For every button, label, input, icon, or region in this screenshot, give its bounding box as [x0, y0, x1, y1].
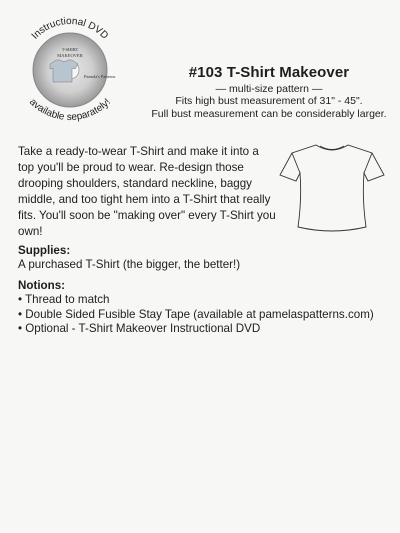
tshirt-drawing	[272, 141, 392, 237]
pattern-title: #103 T-Shirt Makeover	[188, 64, 350, 81]
list-item: • Optional - T-Shirt Makeover Instructional DVD	[18, 322, 374, 337]
fit-line-1: Fits high bust measurement of 31" - 45".	[175, 95, 363, 107]
intro-paragraph: Take a ready-to-wear T-Shirt and make it into a top you'll be proud to wear. Re-design those drooping shoulders, standard neckline, baggy middle, and too tight hem into a T-Shirt that really fits. You'll soon be "making over" every T-Shirt you own!	[18, 145, 276, 238]
dvd-arc-bottom-text: available separately!	[27, 96, 113, 124]
dvd-badge	[0, 0, 140, 140]
notions-list	[18, 293, 374, 337]
list-item: • Thread to match	[18, 293, 374, 308]
dvd-logo-text: Pamela's Patterns	[84, 74, 116, 79]
dvd-disc-title-1: T-SHIRT	[61, 47, 79, 52]
notions-heading: Notions:	[18, 279, 66, 292]
supplies-heading: Supplies:	[18, 244, 71, 257]
dvd-disc-title-2: MAKEOVER	[57, 53, 83, 58]
supplies-text: A purchased T-Shirt (the bigger, the better!)	[18, 258, 241, 271]
header	[138, 64, 400, 121]
dvd-arc-top-text: Instructional DVD	[29, 15, 111, 42]
list-item: • Double Sided Fusible Stay Tape (available at pamelaspatterns.com)	[18, 308, 374, 323]
pattern-subtitle: — multi-size pattern —	[215, 83, 323, 95]
fit-line-2: Full bust measurement can be considerably larger.	[151, 108, 387, 120]
